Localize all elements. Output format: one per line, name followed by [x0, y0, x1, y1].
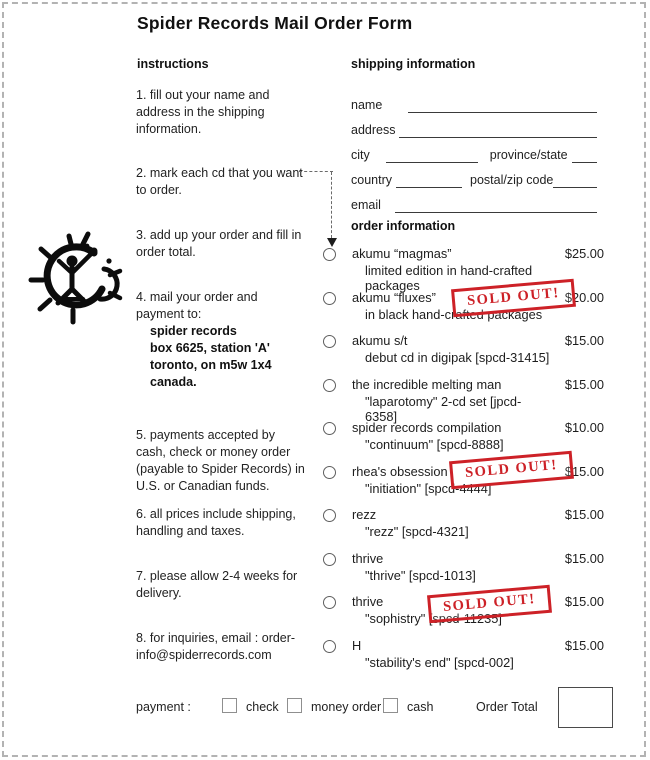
step2-arrow-line: [299, 171, 333, 172]
instruction-step-4-text: 4. mail your order and payment to:: [136, 290, 258, 321]
shipping-heading: shipping information: [351, 57, 476, 71]
order-item: [322, 638, 604, 678]
order-item: [322, 551, 604, 591]
country-field[interactable]: [396, 174, 462, 188]
sold-out-stamp: SOLD OUT!: [451, 279, 576, 318]
cd-price: $20.00: [564, 290, 604, 305]
cd-price: $15.00: [564, 377, 604, 392]
cd-title: spider records compilation: [352, 420, 502, 435]
cd-detail: debut cd in digipak [spcd-31415]: [365, 350, 550, 365]
city-label: city: [351, 148, 370, 162]
province-label: province/state: [489, 148, 568, 162]
cd-price: $15.00: [564, 507, 604, 522]
check-checkbox[interactable]: [222, 698, 237, 713]
sold-out-stamp: SOLD OUT!: [449, 451, 574, 490]
address-row: [351, 120, 597, 138]
cd-price: $15.00: [564, 551, 604, 566]
name-label: name: [351, 98, 383, 112]
mail-address-block: [150, 323, 308, 391]
cd-title: the incredible melting man: [352, 377, 502, 392]
instruction-step-6: 6. all prices include shipping, handling and taxes.: [136, 507, 296, 538]
name-field[interactable]: [408, 99, 597, 113]
order-item: [322, 377, 604, 424]
order-item: [322, 507, 604, 547]
spider-records-logo-icon: [28, 231, 124, 327]
cd-detail: "stability's end" [spcd-002]: [365, 655, 514, 670]
cash-checkbox[interactable]: [383, 698, 398, 713]
email-field[interactable]: [395, 199, 597, 213]
cd-price: $15.00: [564, 638, 604, 653]
cd-detail: "laparotomy" 2-cd set [jpcd-6358]: [365, 394, 522, 424]
country-label: country: [351, 173, 392, 187]
payment-label: payment :: [136, 700, 191, 714]
mail-address-line: canada.: [150, 375, 197, 389]
cd-title: akumu “magmas”: [352, 246, 452, 261]
country-row: [351, 170, 597, 188]
cd-title: rezz: [352, 507, 377, 522]
cd-select-radio[interactable]: [323, 553, 336, 566]
cd-price: $25.00: [564, 246, 604, 261]
email-row: [351, 195, 597, 213]
instruction-step-8: 8. for inquiries, email : order-info@spiderrecords.com: [136, 631, 296, 662]
order-item: [322, 333, 604, 373]
province-field[interactable]: [572, 149, 597, 163]
instruction-step-1: 1. fill out your name and address in the shipping information.: [136, 88, 270, 136]
postal-label: postal/zip code: [470, 173, 554, 187]
instructions-heading: instructions: [137, 57, 209, 71]
mail-address-line: box 6625, station 'A': [150, 341, 270, 355]
page-title: Spider Records Mail Order Form: [137, 13, 413, 33]
cd-select-radio[interactable]: [323, 422, 336, 435]
cd-title: rhea's obsession: [352, 464, 448, 479]
cd-detail: limited edition in hand-crafted packages: [365, 263, 533, 293]
instruction-step-3: 3. add up your order and fill in order total.: [136, 228, 302, 259]
cd-title: H: [352, 638, 362, 653]
sold-out-stamp: SOLD OUT!: [427, 585, 552, 624]
instruction-step-2: 2. mark each cd that you want to order.: [136, 166, 303, 197]
order-item: [322, 284, 604, 330]
cd-title: akumu “fluxes”: [352, 290, 436, 305]
cd-select-radio[interactable]: [323, 596, 336, 609]
email-label: email: [351, 198, 381, 212]
address-label: address: [351, 123, 396, 137]
name-row: [351, 95, 597, 113]
order-item: [322, 456, 604, 504]
cd-price: $15.00: [564, 333, 604, 348]
cd-price: $10.00: [564, 420, 604, 435]
cd-price: $15.00: [564, 464, 604, 479]
cd-select-radio[interactable]: [323, 379, 336, 392]
cash-option-label: cash: [407, 700, 434, 714]
order-information-heading: order information: [351, 219, 456, 233]
cd-detail: in black hand-crafted packages: [365, 307, 543, 322]
cd-select-radio[interactable]: [323, 466, 336, 479]
address-field[interactable]: [399, 124, 597, 138]
instruction-step-7: 7. please allow 2-4 weeks for delivery.: [136, 569, 298, 600]
cd-title: thrive: [352, 594, 384, 609]
cd-detail: "sophistry" [spcd-11235]: [365, 611, 502, 626]
cd-select-radio[interactable]: [323, 248, 336, 261]
city-row: [351, 145, 597, 163]
cd-detail: "thrive" [spcd-1013]: [365, 568, 476, 583]
instruction-step-5: 5. payments accepted by cash, check or money order (payable to Spider Records) in U.S. or Canadian funds.: [136, 428, 305, 493]
instruction-step-4: [136, 289, 308, 391]
cd-detail: "rezz" [spcd-4321]: [365, 524, 469, 539]
cd-title: thrive: [352, 551, 384, 566]
step2-arrow-line: [331, 172, 332, 238]
cd-price: $15.00: [564, 594, 604, 609]
cd-detail: "continuum" [spcd-8888]: [365, 437, 504, 452]
cd-select-radio[interactable]: [323, 640, 336, 653]
order-item: [322, 590, 604, 634]
cd-select-radio[interactable]: [323, 292, 336, 305]
check-option-label: check: [246, 700, 279, 714]
cd-select-radio[interactable]: [323, 335, 336, 348]
cd-select-radio[interactable]: [323, 509, 336, 522]
order-total-field[interactable]: [558, 687, 613, 728]
money-order-option-label: money order: [311, 700, 382, 714]
money-order-checkbox[interactable]: [287, 698, 302, 713]
order-total-label: Order Total: [476, 700, 538, 714]
mail-address-line: spider records: [150, 324, 237, 338]
city-field[interactable]: [386, 149, 478, 163]
cd-title: akumu s/t: [352, 333, 408, 348]
cd-detail: "initiation" [spcd-4444]: [365, 481, 492, 496]
mail-address-line: toronto, on m5w 1x4: [150, 358, 272, 372]
postal-field[interactable]: [553, 174, 597, 188]
